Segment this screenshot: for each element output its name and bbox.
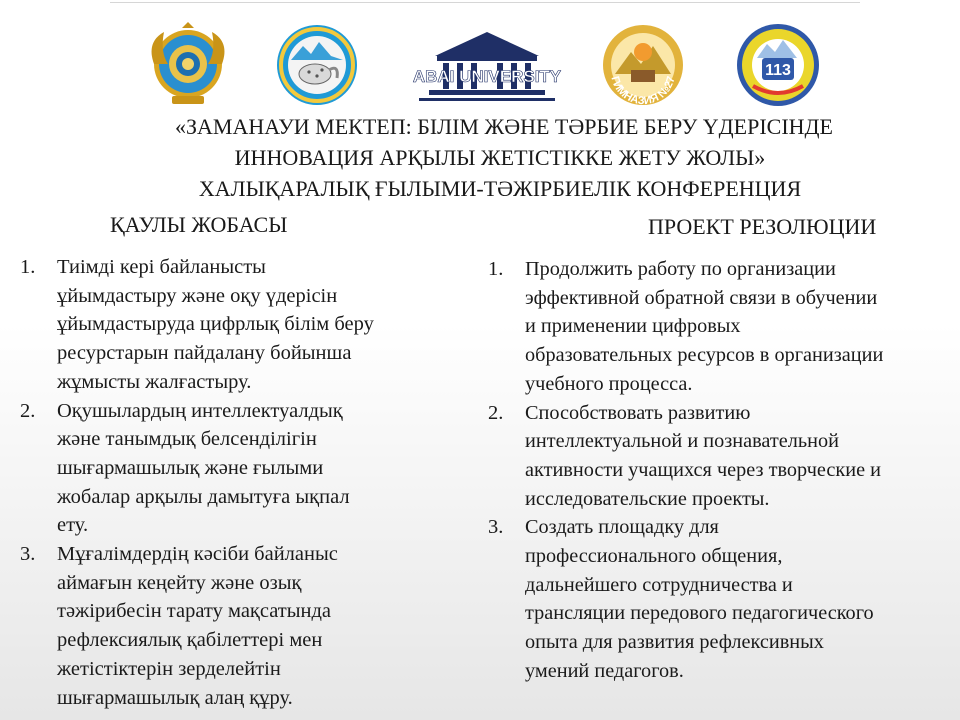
item-number: 3.	[20, 543, 36, 566]
kazakh-resolution-heading: ҚАУЛЫ ЖОБАСЫ	[110, 212, 288, 237]
kazakh-resolution-list	[20, 253, 445, 712]
item-text: Создать площадку для профессионального общения, дальнейшего сотрудничества и трансляции передового педагогического опыта для развития рефлексивных умений педагогов.	[525, 516, 874, 682]
item-number: 2.	[20, 399, 36, 422]
item-number: 3.	[488, 516, 504, 539]
gymnasium-27-logo-icon	[601, 22, 685, 108]
top-divider	[110, 2, 860, 3]
item-text: Тиімді кері байланысты ұйымдастыру және оқу үдерісін ұйымдастыруда цифрлық білім беру ресурстарын пайдалану бойынша жұмысты жалғастыру.	[57, 256, 374, 393]
item-number: 2.	[488, 401, 504, 424]
item-number: 1.	[488, 258, 504, 280]
list-item	[20, 540, 445, 712]
school-113-logo-icon	[733, 22, 823, 108]
item-number: 1.	[20, 256, 36, 278]
russian-resolution-heading: ПРОЕКТ РЕЗОЛЮЦИИ	[648, 214, 877, 239]
conference-title-line-2: ИННОВАЦИЯ АРҚЫЛЫ ЖЕТІСТІККЕ ЖЕТУ ЖОЛЫ»	[234, 145, 766, 170]
russian-resolution-list	[488, 255, 958, 686]
list-item	[488, 513, 958, 685]
gymnasium-logo-text: ГИМНАЗИЯ №27	[608, 75, 678, 108]
kazakhstan-emblem-icon	[142, 22, 234, 108]
abai-logo-text: ABAI UNIVERSITY	[412, 67, 562, 86]
list-item	[488, 255, 958, 399]
abai-university-logo-icon	[411, 22, 563, 108]
item-text: Мұғалімдердің кәсіби байланыс аймағын кеңейту және озық тәжірибесін тарату мақсатында рефлексиялық қабілеттері мен жетістіктерін зерделейтін шығармашылық алаң құру.	[57, 543, 338, 709]
conference-title-line-1: «ЗАМАНАУИ МЕКТЕП: БІЛІМ ЖӘНЕ ТӘРБИЕ БЕРУ ҮДЕРІСІНДЕ	[175, 114, 833, 139]
item-text: Продолжить работу по организации эффективной обратной связи в обучении и применении цифровых образовательных ресурсов в организации учебного процесса.	[525, 258, 884, 395]
school-logo-number: 113	[765, 62, 791, 79]
conference-title-line-3: ХАЛЫҚАРАЛЫҚ ҒЫЛЫМИ-ТӘЖІРБИЕЛІК КОНФЕРЕНЦИЯ	[198, 176, 802, 201]
almaty-emblem-icon	[273, 22, 361, 108]
item-text: Способствовать развитию интеллектуальной и познавательной активности учащихся через творческие и исследовательские проекты.	[525, 401, 882, 510]
item-text: Оқушылардың интеллектуалдық және танымдық белсенділігін шығармашылық және ғылыми жобалар арқылы дамытуға ықпал ету.	[57, 399, 350, 537]
list-item	[488, 399, 958, 514]
list-item	[20, 253, 445, 397]
list-item	[20, 397, 445, 541]
